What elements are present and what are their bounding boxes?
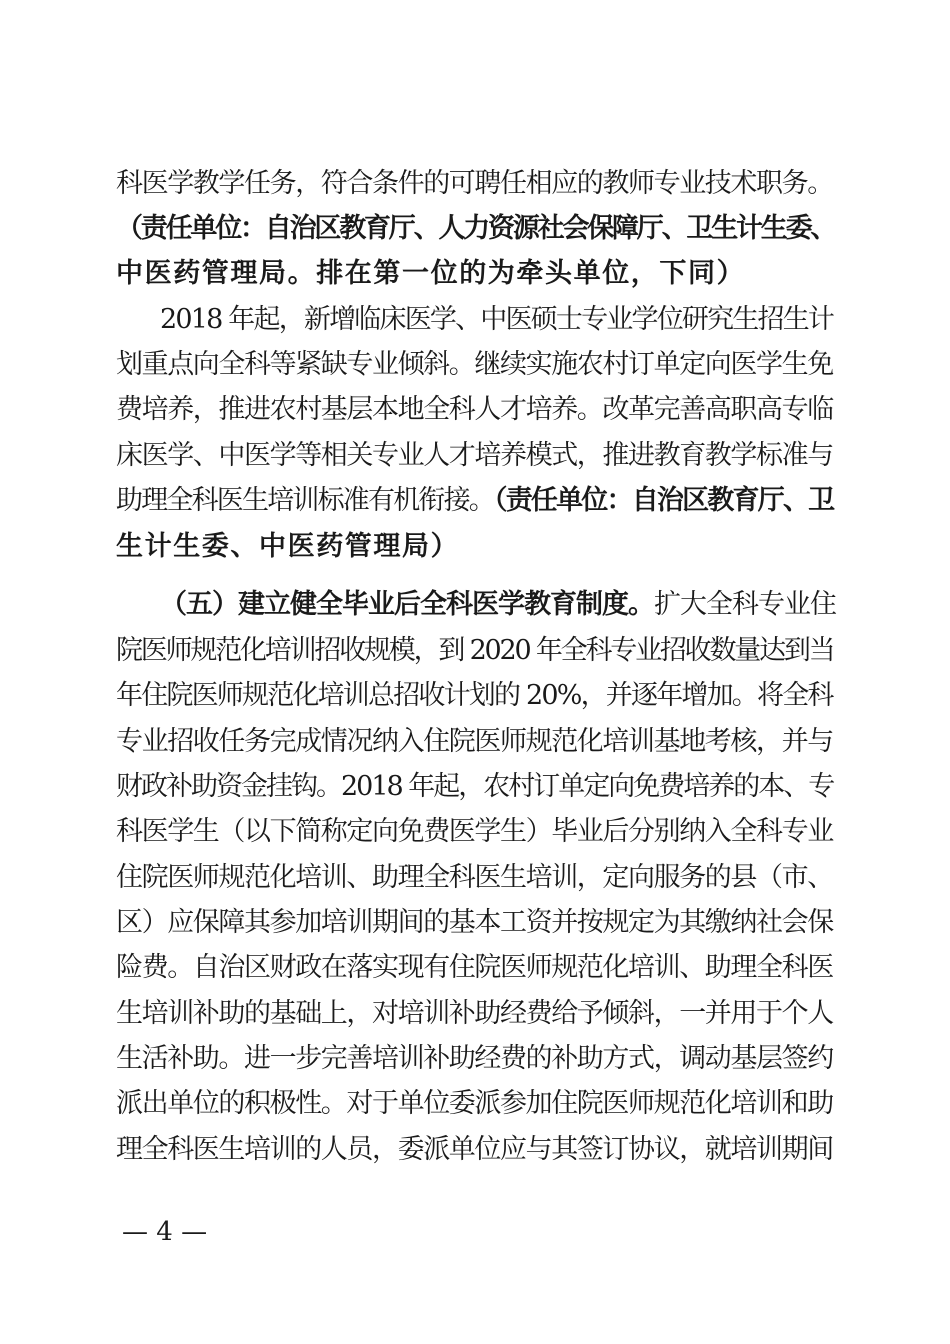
text-line: 费培养，推进农村基层本地全科人才培养。改革完善高职高专临 [116,394,833,425]
section-heading: （五）建立健全毕业后全科医学教育制度。 [160,589,654,620]
text-line: 床医学、中医学等相关专业人才培养模式，推进教育教学标准与 [116,440,833,471]
text-line-responsibility: （责任单位：自治区教育厅、人力资源社会保障厅、卫生计生委、 [116,213,836,244]
text-line: 财政补助资金挂钩。2018 年起，农村订单定向免费培养的本、专 [116,771,834,802]
text-line: 险费。自治区财政在落实现有住院医师规范化培训、助理全科医 [116,952,833,983]
text-line: 派出单位的积极性。对于单位委派参加住院医师规范化培训和助 [116,1088,833,1119]
text-line: 年住院医师规范化培训总招收计划的 20%，并逐年增加。将全科 [116,680,833,711]
text-line-responsibility: 生计生委、中医药管理局） [116,531,460,562]
text-line: 专业招收任务完成情况纳入住院医师规范化培训基地考核，并与 [116,726,833,757]
text-line: 科医学教学任务，符合条件的可聘任相应的教师专业技术职务。 [116,168,833,199]
text-span-bold: （责任单位：自治区教育厅、卫 [494,485,834,516]
section-heading-line [160,583,836,627]
text-line: 生培训补助的基础上，对培训补助经费给予倾斜，一并用于个人 [116,998,833,1029]
page-number: — 4 — [122,1217,208,1247]
text-span: 扩大全科专业住 [654,589,836,620]
text-span: 助理全科医生培训标准有机衔接。 [116,485,494,516]
text-line: 区）应保障其参加培训期间的基本工资并按规定为其缴纳社会保 [116,907,833,938]
text-line: 理全科医生培训的人员，委派单位应与其签订协议，就培训期间 [116,1134,833,1165]
text-line: 科医学生（以下简称定向免费医学生）毕业后分别纳入全科专业 [116,816,833,847]
text-line: 院医师规范化培训招收规模，到 2020 年全科专业招收数量达到当 [116,635,834,666]
text-line: 划重点向全科等紧缺专业倾斜。继续实施农村订单定向医学生免 [116,349,833,380]
text-line-mixed [116,479,836,523]
text-line: 住院医师规范化培训、助理全科医生培训，定向服务的县（市、 [116,862,833,893]
text-line-paragraph-start: 2018 年起，新增临床医学、中医硕士专业学位研究生招生计 [160,304,834,335]
text-line-responsibility: 中医药管理局。排在第一位的为牵头单位，下同） [116,258,746,289]
text-line: 生活补助。进一步完善培训补助经费的补助方式，调动基层签约 [116,1043,833,1074]
